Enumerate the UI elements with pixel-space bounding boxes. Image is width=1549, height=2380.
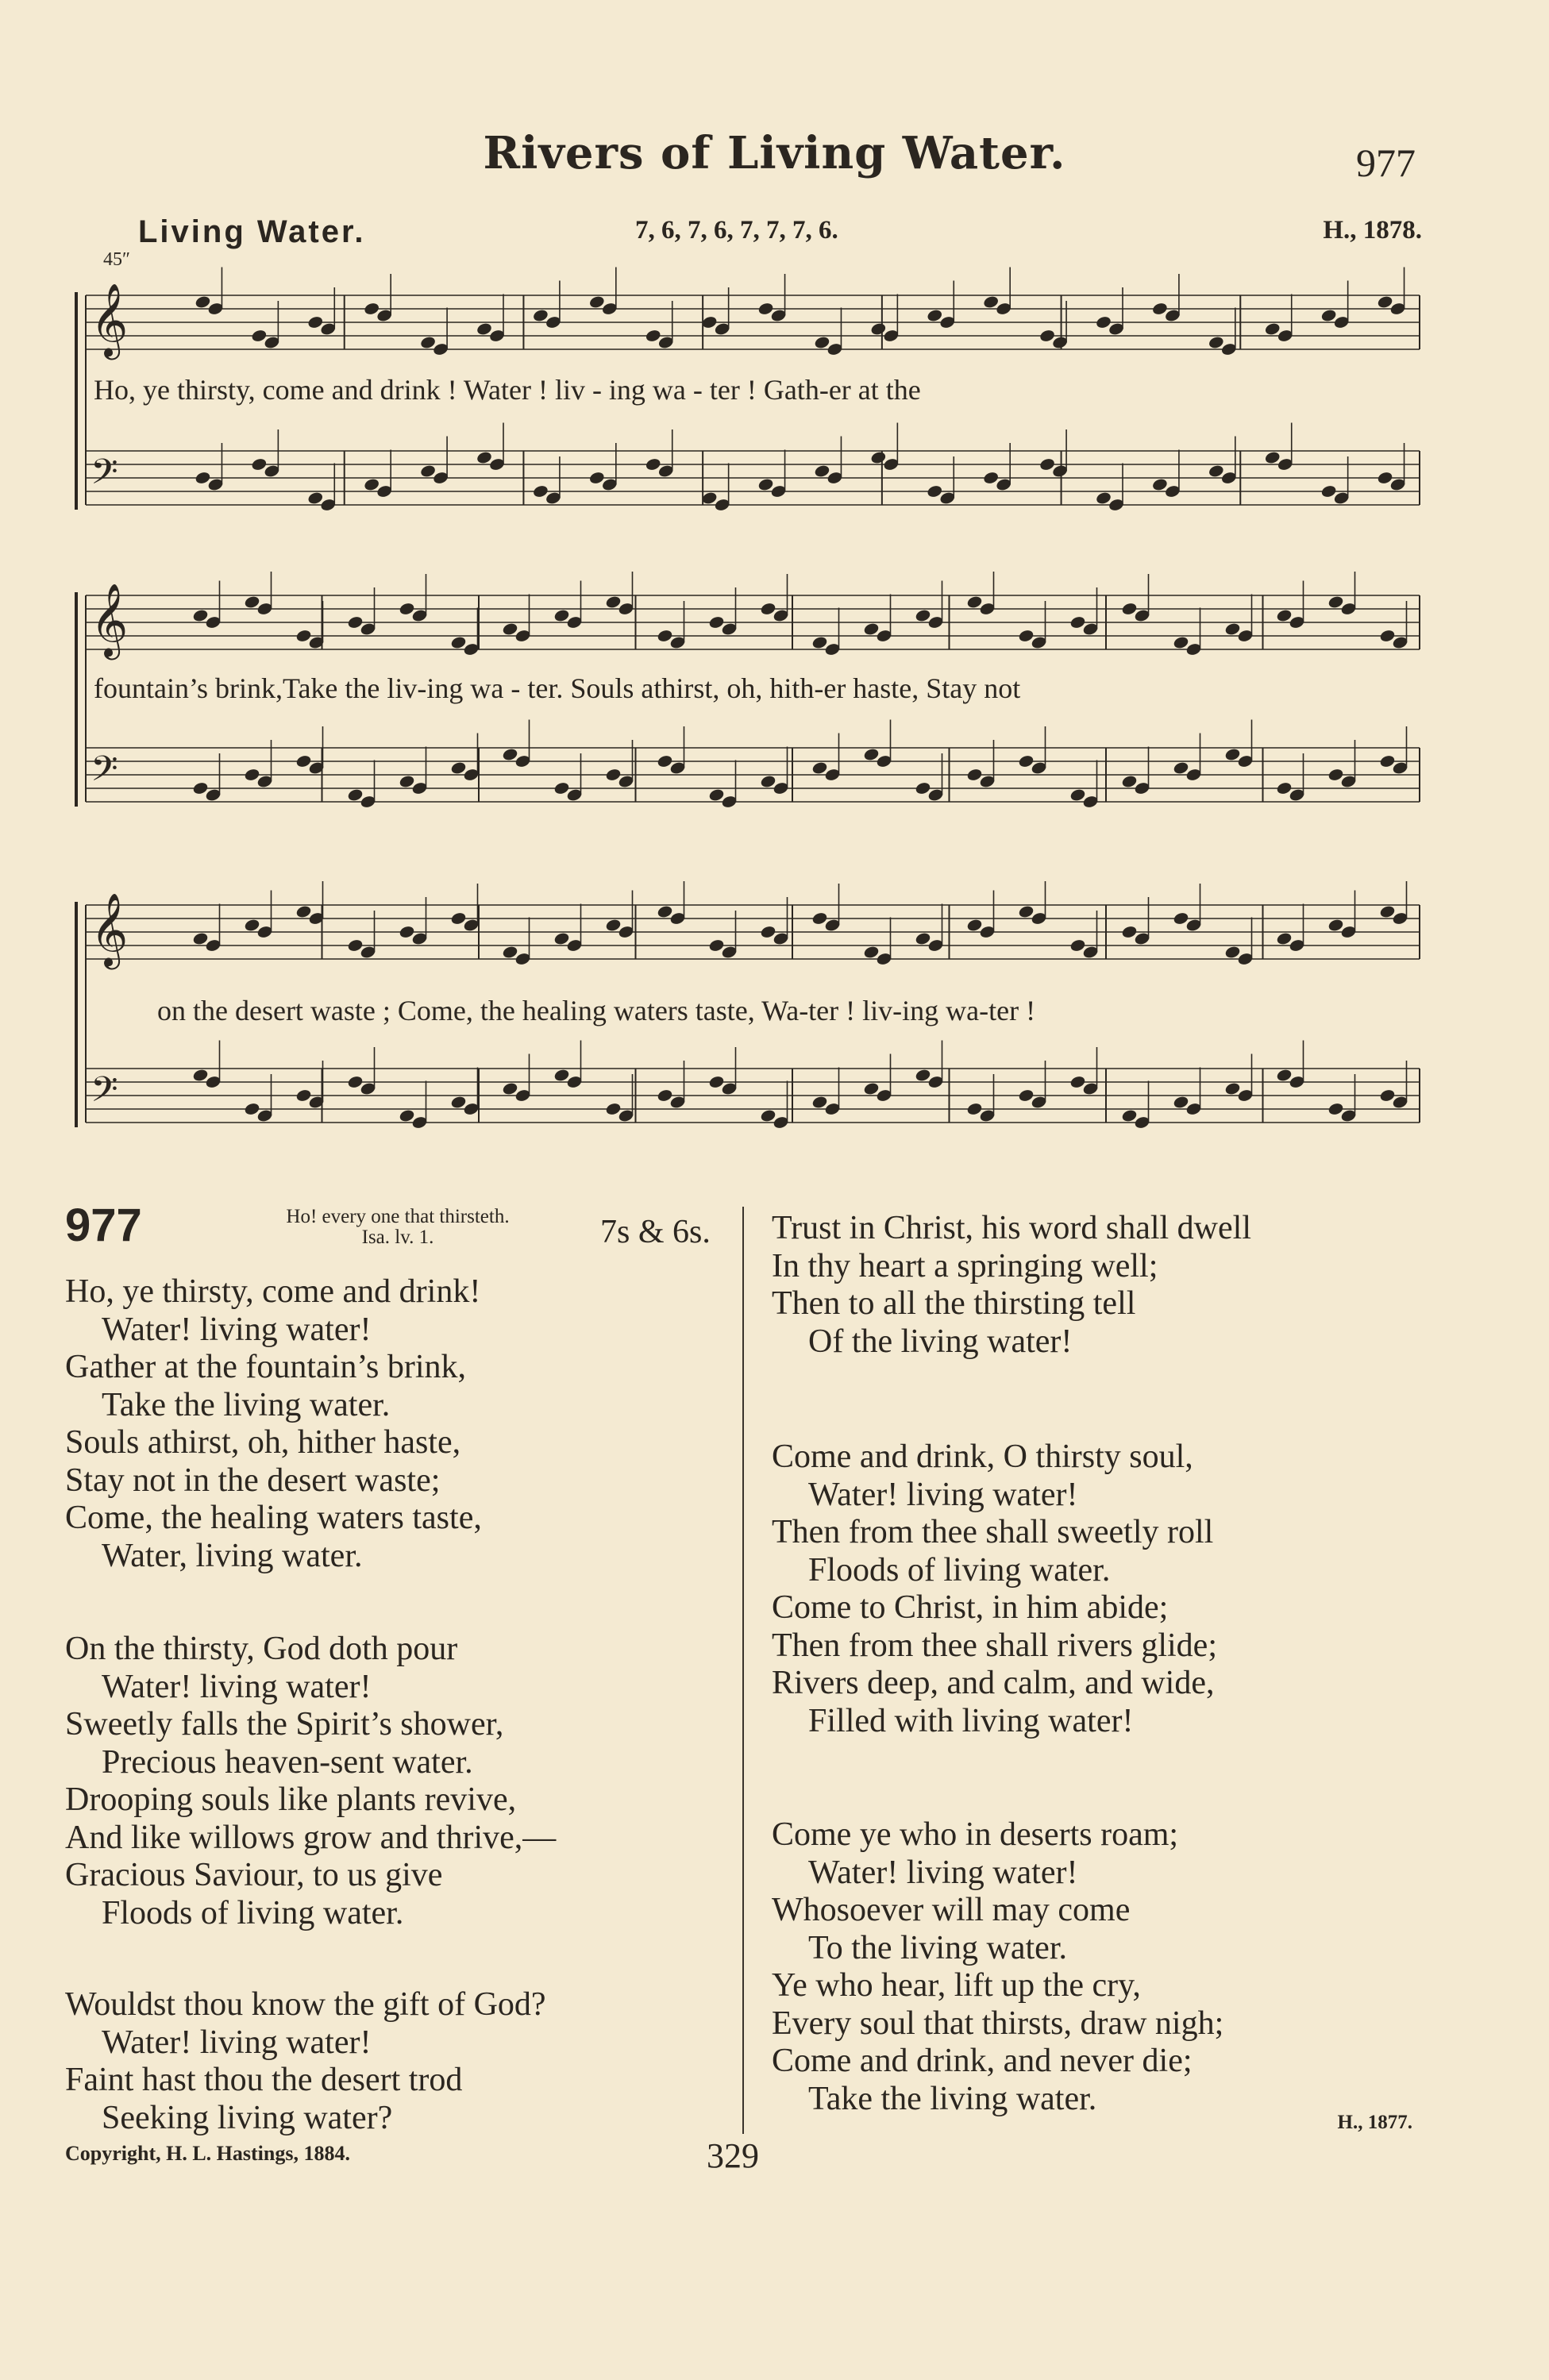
notehead [1327,595,1344,609]
notehead [1327,1102,1344,1116]
page-number-top: 977 [1356,141,1416,185]
notehead [708,1075,725,1089]
notehead [1276,931,1293,945]
notehead [708,938,725,953]
tune-name: Living Water. [138,214,366,249]
notehead [192,608,209,622]
notehead [915,1068,931,1082]
notehead [450,1095,467,1109]
notehead [863,747,880,761]
tune-composer: H., 1878. [1323,216,1422,245]
copyright-notice: Copyright, H. L. Hastings, 1884. [65,2142,350,2165]
notehead [399,1108,415,1123]
notehead [1327,768,1344,782]
stanza-right-2 [772,1438,1217,1740]
verse-line: Take the living water. [808,2080,1097,2117]
verse-line: Rivers deep, and calm, and wide, [772,1665,1215,1701]
notehead [927,308,943,322]
notehead [870,450,887,464]
notehead [915,608,931,622]
verse-line: Wouldst thou know the gift of God? [65,1986,546,2023]
notehead [701,315,718,329]
verse-line: Of the living water! [808,1323,1073,1360]
notehead [192,781,209,795]
notehead [605,595,622,609]
verse-line: Seeking living water? [102,2099,393,2136]
stanza-left-2 [65,1631,556,1932]
notehead [1018,1088,1035,1103]
verse-line: Come ye who in deserts roam; [772,1816,1179,1853]
verse-line: Come and drink, and never die; [772,2043,1193,2079]
notehead [1224,945,1241,959]
notehead [244,595,260,609]
notehead [307,315,324,329]
verse-line: Precious heaven-sent water. [102,1743,473,1781]
notehead [295,629,312,643]
scripture-reference [235,1207,561,1248]
notehead [760,774,776,788]
notehead [1224,622,1241,636]
notehead [1276,1068,1293,1082]
notehead [244,1102,260,1116]
notehead [1121,602,1138,616]
notehead [760,925,776,939]
verse-line: Souls athirst, oh, hither haste, [65,1424,461,1461]
verse-line: Gather at the fountain’s brink, [65,1349,467,1385]
music-system-3 [70,881,1428,1159]
stanza-left-1 [65,1273,482,1575]
notehead [1095,315,1112,329]
notehead [502,1081,518,1096]
notehead [419,464,436,478]
notehead [295,754,312,768]
notehead [811,635,828,649]
verse-line: Water, living water. [102,1537,363,1574]
lyric-line: fountain’s brink,Take the liv-ing wa - ter. Souls athirst, oh, hith-er haste, Stay not [94,672,1021,704]
notehead [915,931,931,945]
notehead [1320,484,1337,499]
notehead [1264,322,1281,336]
verse-line: Water! living water! [102,1668,372,1705]
notehead [701,491,718,505]
music-system-2 [70,572,1428,841]
notehead [1276,781,1293,795]
verse-line: Water! living water! [808,1854,1078,1891]
stanza-left-3 [65,1986,546,2137]
notehead [588,295,605,309]
hymn-meter: 7s & 6s. [600,1214,711,1250]
running-title: Rivers of Living Water. [483,127,1066,179]
scripture-text: Ho! every one that thirsteth. [286,1206,510,1227]
notehead [295,904,312,918]
verse-line: Filled with living water! [808,1702,1134,1739]
notehead [1320,308,1337,322]
notehead [195,471,211,485]
notehead [645,329,661,343]
notehead [1379,754,1396,768]
notehead [863,1081,880,1096]
notehead [1069,788,1086,802]
notehead [760,1108,776,1123]
lyric-line: Ho, ye thirsty, come and drink ! Water ! liv - ing wa - ter ! Gath-er at the [94,374,921,406]
notehead [811,911,828,926]
verse-line: Then from thee shall sweetly roll [772,1514,1214,1550]
notehead [760,602,776,616]
notehead [476,450,492,464]
treble-clef-icon: 𝄞 [91,892,129,966]
notehead [192,931,209,945]
notehead [927,484,943,499]
notehead [1208,464,1224,478]
verse-line: Stay not in the desert waste; [65,1462,441,1499]
notehead [1151,477,1168,491]
notehead [399,774,415,788]
verse-line: Come and drink, O thirsty soul, [772,1438,1193,1475]
notehead [1069,615,1086,630]
verse-line: Come, the healing waters taste, [65,1500,482,1536]
notehead [605,768,622,782]
notehead [983,471,1000,485]
verse-line: Sweetly falls the Spirit’s shower, [65,1706,504,1743]
notehead [1264,450,1281,464]
notehead [476,322,492,336]
notehead [657,754,673,768]
notehead [757,477,774,491]
notehead [757,302,774,316]
stanza-right-3 [772,1816,1223,2118]
notehead [657,1088,673,1103]
notehead [1173,911,1189,926]
verse-line: Water! living water! [102,2024,372,2061]
notehead [195,295,211,309]
notehead [1018,629,1035,643]
notehead [251,329,268,343]
notehead [1095,491,1112,505]
notehead [244,768,260,782]
notehead [983,295,1000,309]
notehead [553,781,570,795]
notehead [1379,904,1396,918]
music-system-1 [70,262,1428,524]
notehead [251,457,268,472]
notehead [532,484,549,499]
bass-clef-icon: 𝄢 [91,451,118,501]
column-divider [742,1207,744,2134]
notehead [553,931,570,945]
verse-line: Come to Christ, in him abide; [772,1589,1169,1626]
hymn-number: 977 [65,1200,142,1251]
notehead [399,925,415,939]
stanza-right-1 [772,1210,1251,1361]
notehead [966,768,983,782]
verse-line: Gracious Saviour, to us give [65,1857,443,1893]
verse-line: Trust in Christ, his word shall dwell [772,1210,1251,1246]
staff-graphics [70,572,1428,841]
notehead [966,1102,983,1116]
notehead [708,788,725,802]
hymn-composer: H., 1877. [1337,2112,1412,2133]
notehead [1018,754,1035,768]
notehead [1018,904,1035,918]
verse-line: Ho, ye thirsty, come and drink! [65,1273,481,1310]
notehead [605,918,622,932]
notehead [966,595,983,609]
notehead [450,911,467,926]
notehead [295,1088,312,1103]
scripture-ref: Isa. lv. 1. [361,1227,434,1248]
lyric-line: on the desert waste ; Come, the healing waters taste, Wa-ter ! liv-ing wa-ter ! [157,995,1036,1026]
notehead [1038,329,1055,343]
notehead [347,788,364,802]
verse-line: Water! living water! [102,1311,372,1348]
verse-line: In thy heart a springing well; [772,1247,1158,1284]
notehead [1038,457,1055,472]
notehead [966,918,983,932]
notehead [1327,918,1344,932]
notehead [708,615,725,630]
verse-line: Faint hast thou the desert trod [65,2062,463,2098]
notehead [657,629,673,643]
notehead [1208,335,1224,349]
notehead [450,635,467,649]
notehead [244,918,260,932]
tempo-mark: 45″ [103,249,130,270]
notehead [1276,608,1293,622]
tune-meter: 7, 6, 7, 6, 7, 7, 7, 6. [635,216,838,245]
notehead [347,615,364,630]
notehead [1173,761,1189,775]
notehead [419,335,436,349]
notehead [1121,925,1138,939]
verse-line: Floods of living water. [102,1894,404,1931]
verse-line: Water! living water! [808,1476,1078,1513]
treble-clef-icon: 𝄞 [91,283,129,356]
verse-line: Drooping souls like plants revive, [65,1781,517,1818]
notehead [307,491,324,505]
notehead [1121,774,1138,788]
verse-line: Whosoever will may come [772,1892,1131,1928]
notehead [532,308,549,322]
notehead [347,938,364,953]
notehead [811,1095,828,1109]
notehead [1151,302,1168,316]
notehead [553,1068,570,1082]
verse-line: Then from thee shall rivers glide; [772,1627,1217,1664]
verse-line: Take the living water. [102,1386,391,1423]
notehead [645,457,661,472]
notehead [1379,629,1396,643]
notehead [811,761,828,775]
notehead [1377,295,1393,309]
notehead [588,471,605,485]
page-number-bottom: 329 [707,2136,759,2175]
notehead [657,904,673,918]
notehead [863,945,880,959]
notehead [605,1102,622,1116]
notehead [870,322,887,336]
notehead [1069,1075,1086,1089]
notehead [1224,747,1241,761]
notehead [553,608,570,622]
notehead [915,781,931,795]
treble-clef-icon: 𝄞 [91,583,129,657]
notehead [502,622,518,636]
verse-line: Then to all the thirsting tell [772,1285,1136,1322]
bass-clef-icon: 𝄢 [91,1069,118,1119]
verse-line: Ye who hear, lift up the cry, [772,1967,1141,2004]
notehead [364,477,380,491]
verse-line: On the thirsty, God doth pour [65,1631,458,1667]
notehead [450,761,467,775]
notehead [1173,1095,1189,1109]
notehead [863,622,880,636]
notehead [502,945,518,959]
notehead [1379,1088,1396,1103]
notehead [399,602,415,616]
notehead [1224,1081,1241,1096]
notehead [814,335,830,349]
verse-line: And like willows grow and thrive,— [65,1819,557,1856]
bass-clef-icon: 𝄢 [91,748,118,798]
verse-line: Every soul that thirsts, draw nigh; [772,2005,1224,2042]
notehead [814,464,830,478]
notehead [192,1068,209,1082]
notehead [502,747,518,761]
notehead [1173,635,1189,649]
verse-line: Floods of living water. [808,1551,1111,1589]
notehead [364,302,380,316]
notehead [347,1075,364,1089]
verse-line: To the living water. [808,1929,1067,1966]
notehead [1377,471,1393,485]
notehead [1069,938,1086,953]
notehead [1121,1108,1138,1123]
